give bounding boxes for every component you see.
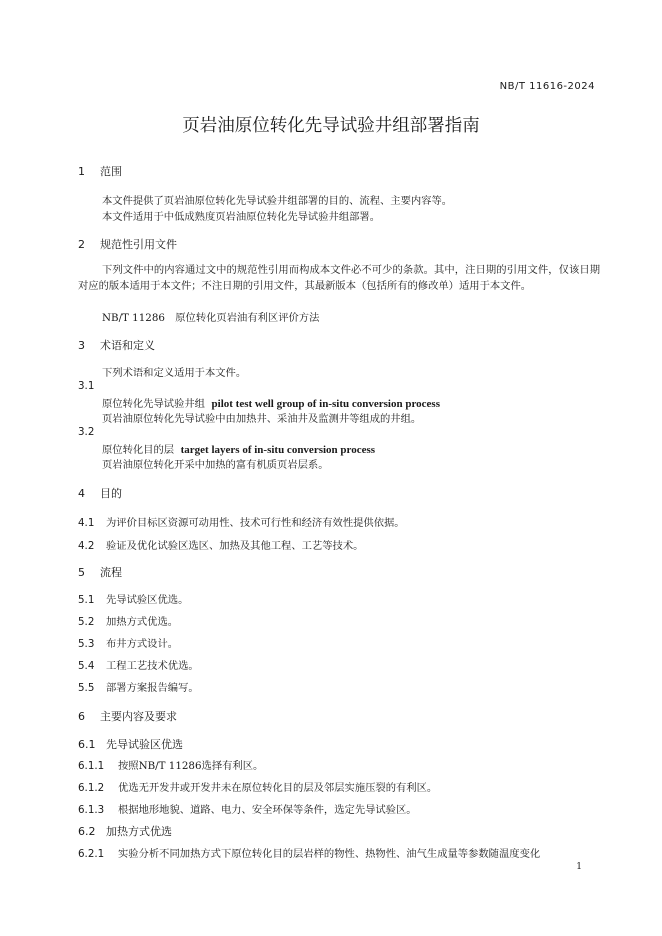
- item-text: 为评价目标区资源可动用性、技术可行性和经济有效性提供依据。: [106, 517, 405, 529]
- item-text: 先导试验区优选: [106, 738, 183, 751]
- section-number: 4: [78, 487, 85, 500]
- section-title: 主要内容及要求: [100, 710, 177, 723]
- term-definition: 页岩油原位转化开采中加热的富有机质页岩层系。: [102, 459, 329, 471]
- section-2-heading: [78, 236, 177, 252]
- item-text: 实验分析不同加热方式下原位转化目的层岩样的物性、热物性、油气生成量等参数随温度变化: [118, 848, 541, 860]
- paragraph: 本文件适用于中低成熟度页岩油原位转化先导试验井组部署。: [102, 211, 381, 223]
- section-5-heading: [78, 564, 122, 580]
- item-number: 6.1.3: [78, 804, 105, 816]
- item-number: 6.1: [78, 738, 96, 751]
- item-text: 工程工艺技术优选。: [106, 660, 199, 672]
- term-number: 3.1: [78, 380, 95, 392]
- subsection-heading: [78, 823, 172, 839]
- item-number: 5.2: [78, 616, 95, 628]
- item-text: 优选无开发井或开发井未在原位转化目的层及邻层实施压裂的有利区。: [118, 782, 438, 794]
- item-number: 6.2: [78, 825, 96, 838]
- section-title: 流程: [100, 566, 122, 579]
- section-title: 目的: [100, 487, 122, 500]
- paragraph: 本文件提供了页岩油原位转化先导试验井组部署的目的、流程、主要内容等。: [102, 195, 453, 207]
- section-title: 术语和定义: [100, 339, 155, 352]
- term-entry: [102, 441, 375, 456]
- section-number: 6: [78, 710, 85, 723]
- item-number: 5.3: [78, 638, 95, 650]
- item-text: 按照NB/T 11286选择有利区。: [118, 760, 264, 772]
- standard-code: NB/T 11616-2024: [499, 81, 595, 92]
- list-item: [78, 657, 199, 672]
- term-cn: 原位转化目的层: [102, 444, 175, 456]
- item-text: 验证及优化试验区选区、加热及其他工程、工艺等技术。: [106, 540, 364, 552]
- item-number: 6.2.1: [78, 848, 105, 860]
- normative-reference: NB/T 11286 原位转化页岩油有利区评价方法: [102, 312, 320, 324]
- list-item: [78, 779, 437, 794]
- section-title: 范围: [100, 165, 122, 178]
- term-en: target layers of in-situ conversion process: [180, 444, 376, 456]
- section-number: 5: [78, 566, 85, 579]
- section-4-heading: [78, 485, 122, 501]
- list-item: [78, 679, 199, 694]
- list-item: [78, 635, 178, 650]
- list-item: [78, 591, 188, 606]
- section-3-heading: [78, 337, 155, 353]
- section-number: 2: [78, 238, 85, 251]
- item-number: 5.4: [78, 660, 95, 672]
- term-number: 3.2: [78, 426, 95, 438]
- term-cn: 原位转化先导试验井组: [102, 398, 205, 410]
- list-item: [78, 537, 363, 552]
- item-number: 6.1.2: [78, 782, 105, 794]
- term-definition: 页岩油原位转化先导试验中由加热井、采油井及监测井等组成的井组。: [102, 413, 422, 425]
- item-number: 4.2: [78, 540, 95, 552]
- section-title: 规范性引用文件: [100, 238, 177, 251]
- item-text: 布井方式设计。: [106, 638, 179, 650]
- item-text: 先导试验区优选。: [106, 594, 189, 606]
- term-entry: [102, 395, 440, 410]
- item-number: 5.5: [78, 682, 95, 694]
- term-en: pilot test well group of in-situ conversion process: [211, 398, 440, 410]
- section-number: 3: [78, 339, 85, 352]
- list-item: [78, 845, 540, 860]
- item-text: 加热方式优选。: [106, 616, 179, 628]
- item-text: 根据地形地貌、道路、电力、安全环保等条件，选定先导试验区。: [118, 804, 417, 816]
- section-6-heading: [78, 708, 177, 724]
- item-number: 5.1: [78, 594, 95, 606]
- paragraph: 下列术语和定义适用于本文件。: [102, 367, 247, 379]
- document-title: 页岩油原位转化先导试验井组部署指南: [182, 116, 480, 136]
- subsection-heading: [78, 736, 183, 752]
- page-number: 1: [576, 862, 582, 872]
- list-item: [78, 514, 405, 529]
- item-text: 部署方案报告编写。: [106, 682, 199, 694]
- list-item: [78, 801, 417, 816]
- list-item: [78, 613, 178, 628]
- section-number: 1: [78, 165, 85, 178]
- item-text: 加热方式优选: [106, 825, 172, 838]
- section-1-heading: [78, 163, 122, 179]
- list-item: [78, 757, 263, 772]
- item-number: 4.1: [78, 517, 95, 529]
- paragraph: 下列文件中的内容通过文中的规范性引用而构成本文件必不可少的条款。其中，注日期的引用文件，仅该日期对应的版本适用于本文件；不注日期的引用文件，其最新版本（包括所有的修改单）适用于本文件。: [78, 264, 600, 292]
- item-number: 6.1.1: [78, 760, 105, 772]
